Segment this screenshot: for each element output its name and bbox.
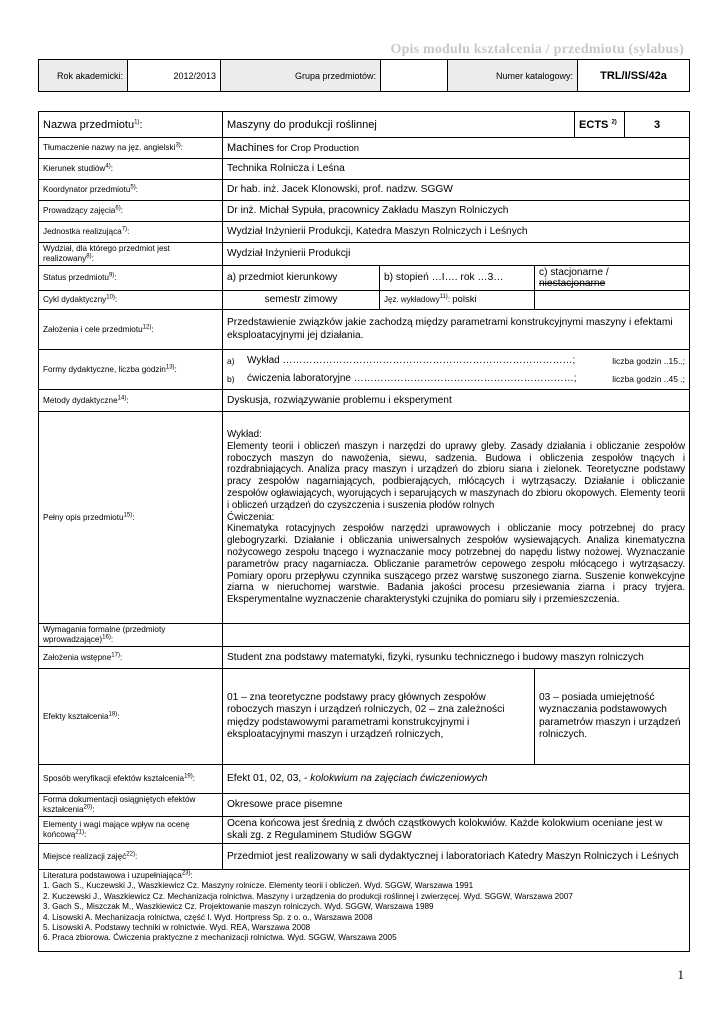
ects-value: 3 — [625, 112, 690, 138]
academic-year-value: 2012/2013 — [128, 60, 221, 92]
status-b: b) stopień …I…. rok …3… — [380, 266, 535, 291]
outcomes-label-cell: Efekty kształcenia$^{18)}$: — [39, 669, 223, 765]
subject-group-label: Grupa przedmiotów: — [221, 60, 381, 92]
outcomes-knowledge: 01 – zna teoretyczne podstawy pracy głównych zespołów roboczych maszyn i urządzeń rolniczych, 02 – zna zależności między podstawowymi parametrami konstrukcyjnymi i eksploatacyjnymi maszyn i urządzeń rolniczych, — [223, 669, 535, 765]
course-name-label-cell: Nazwa przedmiotu$^{1)}$: — [39, 112, 223, 138]
grading-elements: Ocena końcowa jest średnią z dwóch cząstkowych kolokwiów. Każde kolokwium oceniane jest w skali zg. z Regulaminem Studiów SGGW — [223, 817, 690, 844]
literature-item: 2. Kuczewski J., Waszkiewicz Cz. Mechanizacja rolnictwa. Maszyny i urządzenia do produkcji roślinnej i zwierzęcej. Wyd. SGGW, Warszawa 2007 — [43, 891, 573, 901]
grading-label-cell: Elementy i wagi mające wpływ na ocenę końcową$^{21)}$: — [39, 817, 223, 844]
forms-label-cell: Formy dydaktyczne, liczba godzin$^{13)}$: — [39, 350, 223, 390]
form-laboratory: b) ćwiczenia laboratoryjne …………………………………………………………; liczba godzin ..45 .; — [227, 372, 686, 384]
instructors-label-cell: Prowadzący zajęcia$^{6)}$: — [39, 201, 223, 222]
prerequisites: Student zna podstawy matematyki, fizyki, rysunku technicznego i budowy maszyn rolniczych — [223, 647, 690, 669]
methods-label-cell: Metody dydaktyczne$^{14)}$: — [39, 390, 223, 412]
literature-heading: Literatura podstawowa i uzupełniająca$^{23)}$: — [43, 870, 193, 880]
form-lecture: a) Wykład ……………………………………………………………………………; liczba godzin ..15..; — [227, 354, 686, 366]
place-of-classes: Przedmiot jest realizowany w sali dydaktycznej i laboratoriach Katedry Maszyn Rolniczych i Leśnych — [223, 844, 690, 870]
formal-requirements — [223, 624, 690, 647]
ects-label: ECTS — [579, 118, 609, 131]
status-label-cell: Status przedmiotu$^{9)}$: — [39, 266, 223, 291]
description-lecture: Elementy teorii i obliczeń maszyn i narzędzi do uprawy gleby. Zasady działania i obliczanie zespołów roboczych maszyn do nawożenia, siewu, sadzenia. Budowa i obliczenia zespołów tnących i rozdrabniających. Analiza pracy maszyn i urządzeń do zbioru siana i zielonek. Teoretyczne podstawy pracy zespołów nagarniających, podbierających, młócących i wytrząsaczy. Działanie i obliczanie zespołów ogławiających, wyorujących i separujących w maszynach do zbioru okopowych. Elementy teorii i obliczeń urządzeń do czyszczenia i suszenia płodów rolnych — [227, 440, 686, 511]
literature-item: 4. Lisowski A. Mechanizacja rolnictwa, część I. Wyd. Hortpress Sp. z o. o., Warszawa 2008 — [43, 912, 373, 922]
literature-item: 6. Praca zbiorowa. Ćwiczenia praktyczne z mechanizacji rolnictwa. Wyd. SGGW, Warszawa 2005 — [43, 933, 397, 943]
field-of-study: Technika Rolnicza i Leśna — [223, 159, 690, 180]
status-a: a) przedmiot kierunkowy — [223, 266, 380, 291]
english-name: Machines for Crop Production — [223, 138, 690, 159]
document-title: Opis modułu kształcenia / przedmiotu (sylabus) — [390, 42, 684, 57]
teaching-forms — [223, 350, 690, 390]
documentation-label-cell: Forma dokumentacji osiągniętych efektów kształcenia$^{20)}$: — [39, 794, 223, 817]
page-number: 1 — [677, 967, 684, 982]
field-label-cell: Kierunek studiów$^{4)}$: — [39, 159, 223, 180]
place-label-cell: Miejsce realizacji zajęć$^{22)}$: — [39, 844, 223, 870]
course-description — [223, 412, 690, 624]
literature — [39, 870, 690, 952]
header-table — [38, 59, 690, 92]
ects-label-cell: ECTS $^{2)}$ — [575, 112, 625, 138]
description-lecture-heading: Wykład: — [227, 429, 262, 441]
language-cell: Jęz. wykładowy$^{11)}$: polski — [380, 291, 535, 310]
syllabus-table — [38, 111, 690, 952]
teaching-methods: Dyskusja, rozwiązywanie problemu i eksperyment — [223, 390, 690, 412]
faculty: Wydział Inżynierii Produkcji — [223, 243, 690, 266]
description-exercises: Kinematyka rotacyjnych zespołów narzędzi uprawowych i obliczanie mocy potrzebnej do pracy glebogryzarki. Działanie i obliczania uniwersalnych zespołów wysiewających. Analiza kinematyczna nożycowego zespołu tnącego i wyznaczanie mocy potrzebnej do napędu listwy nożowej. Wyznaczanie parametrów pracy nagarniacza. Obliczanie parametrów cepowego zespołu młócącego i wytrząsaczy. Pomiary oporu przepływu czynnika suszącego przez warstwę suszonego ziarna. Suszenie konwekcyjne ziarna w nieruchomej warstwie. Badania jakości procesu przesiewania ziarna i pracy tryjera. Eksperymentalne wyznaczenie charakterystyki czujnika do pomiaru siły i przemieszczenia. — [227, 523, 686, 606]
status-c: c) stacjonarne / niestacjonarne — [535, 266, 690, 291]
description-exercises-heading: Ćwiczenia: — [227, 511, 275, 523]
course-name: Maszyny do produkcji roślinnej — [223, 112, 575, 138]
language-value: polski — [452, 294, 477, 305]
catalog-number-value: TRL/I/SS/42a — [578, 60, 690, 92]
description-label-cell: Pełny opis przedmiotu$^{15)}$: — [39, 412, 223, 624]
teaching-unit: Wydział Inżynierii Produkcji, Katedra Maszyn Rolniczych i Leśnych — [223, 222, 690, 243]
literature-item: 1. Gach S., Kuczewski J., Waszkiewicz Cz. Maszyny rolnicze. Elementy teorii i obliczeń. Wyd. SGGW, Warszawa 1991 — [43, 881, 474, 891]
instructors: Dr inż. Michał Sypuła, pracownicy Zakładu Maszyn Rolniczych — [223, 201, 690, 222]
coordinator: Dr hab. inż. Jacek Klonowski, prof. nadzw. SGGW — [223, 180, 690, 201]
empty-cell — [535, 291, 690, 310]
outcomes-skills: 03 – posiada umiejętność wyznaczania podstawowych parametrów maszyn i urządzeń rolniczych. — [535, 669, 690, 765]
faculty-label-cell: Wydział, dla którego przedmiot jest realizowany$^{8)}$: — [39, 243, 223, 266]
documentation-form: Okresowe prace pisemne — [223, 794, 690, 817]
formal-req-label-cell: Wymagania formalne (przedmioty wprowadzające)$^{16)}$: — [39, 624, 223, 647]
coordinator-label-cell: Koordynator przedmiotu$^{5)}$: — [39, 180, 223, 201]
verification-label-cell: Sposób weryfikacji efektów kształcenia$^{19)}$: — [39, 765, 223, 794]
teaching-cycle: semestr zimowy — [223, 291, 380, 310]
english-name-label-cell: Tłumaczenie nazwy na jęz. angielski$^{3)}$: — [39, 138, 223, 159]
unit-label-cell: Jednostka realizująca$^{7)}$: — [39, 222, 223, 243]
catalog-number-label: Numer katalogowy: — [448, 60, 578, 92]
cycle-label-cell: Cykl dydaktyczny$^{10)}$: — [39, 291, 223, 310]
literature-item: 5. Lisowski A. Podstawy techniki w rolnictwie. Wyd. REA, Warszawa 2008 — [43, 923, 311, 933]
literature-item: 3. Gach S., Miszczak M., Waszkiewicz Cz. Projektowanie maszyn rolniczych. Wyd. SGGW, Warszawa 1989 — [43, 902, 434, 912]
verification-method: Efekt 01, 02, 03, - kolokwium na zajęciach ćwiczeniowych — [223, 765, 690, 794]
academic-year-label: Rok akademicki: — [39, 60, 128, 92]
course-name-label: Nazwa przedmiotu — [43, 118, 135, 131]
subject-group-value — [381, 60, 448, 92]
prereq-label-cell: Założenia wstępne$^{17)}$: — [39, 647, 223, 669]
goals-label-cell: Założenia i cele przedmiotu$^{12)}$: — [39, 310, 223, 350]
course-goals: Przedstawienie związków jakie zachodzą między parametrami konstrukcyjnymi maszyny i efektami eksploatacyjnymi jej działania. — [223, 310, 690, 350]
